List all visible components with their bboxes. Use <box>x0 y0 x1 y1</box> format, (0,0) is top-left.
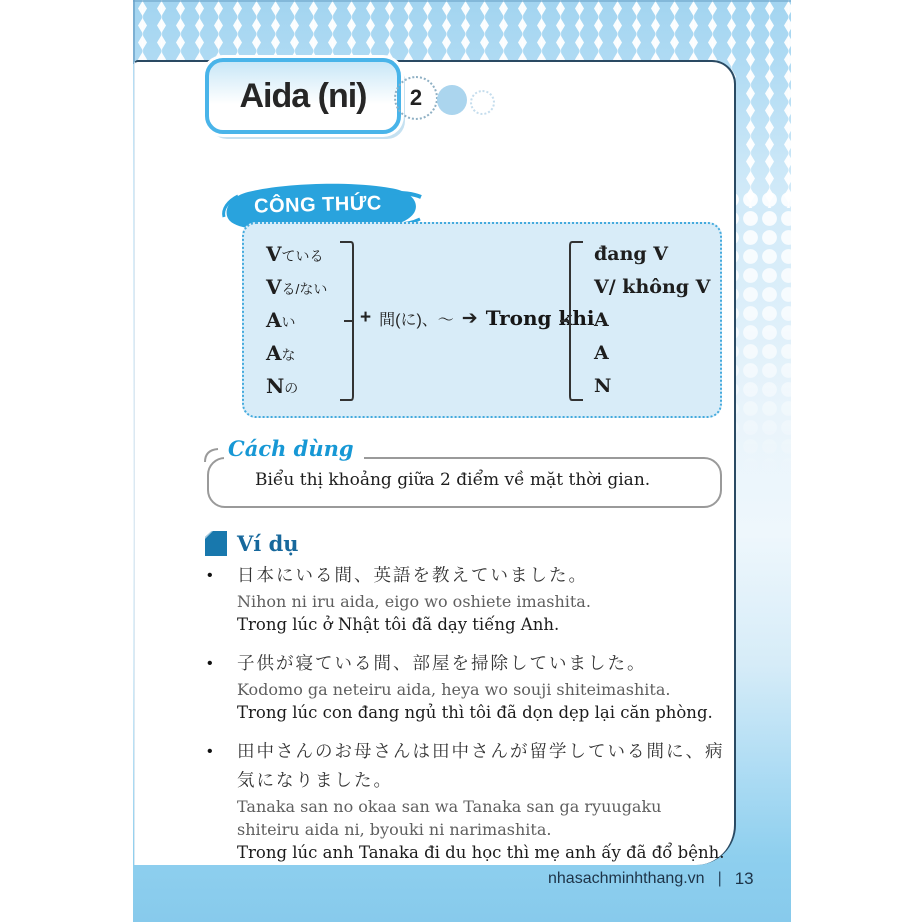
example-item <box>205 737 727 865</box>
formula-right-item: đang V <box>594 243 669 265</box>
page-fold-icon <box>205 531 227 556</box>
translation: Trong lúc con đang ngủ thì tôi đã dọn dẹp lại căn phòng. <box>237 703 713 722</box>
usage-text: Biểu thị khoảng giữa 2 điểm về mặt thời gian. <box>255 470 651 490</box>
footer <box>548 869 754 889</box>
jp-pattern: 間(に)、～ <box>379 311 454 329</box>
examples-list <box>205 561 727 877</box>
translation: Trong lúc ở Nhật tôi đã dạy tiếng Anh. <box>237 615 560 634</box>
translation: Trong lúc anh Tanaka đi du học thì mẹ anh ấy đã đổ bệnh. <box>237 843 725 862</box>
formula-left-item: Vる/ない <box>266 275 328 299</box>
page-top-line <box>133 0 791 2</box>
formula-right-item: A <box>594 309 609 331</box>
formula-right-item: N <box>594 375 612 397</box>
formula-left-item: Aな <box>266 341 296 365</box>
examples-heading: Ví dụ <box>237 531 299 556</box>
formula-heading: CÔNG THỨC <box>253 192 383 218</box>
examples-heading-row <box>205 531 299 556</box>
arrow-icon: ➔ <box>461 307 478 329</box>
page-edge-line <box>133 0 135 64</box>
romaji: Nihon ni iru aida, eigo wo oshiete imashita. <box>237 592 591 611</box>
usage-heading: Cách dùng <box>224 436 364 463</box>
plus-sign: + <box>360 307 372 328</box>
jp-sentence: 子供が寝ている間、部屋を掃除していました。 <box>237 653 647 673</box>
formula-right-item: A <box>594 342 609 364</box>
formula-left-item: Aい <box>266 308 296 332</box>
left-bracket-icon <box>336 240 358 402</box>
bullet-icon <box>205 649 237 725</box>
progress-dot-outline-icon <box>470 90 495 115</box>
example-item <box>205 561 727 637</box>
footer-website: nhasachminhthang.vn <box>548 870 705 887</box>
usage-box <box>207 457 722 508</box>
bullet-icon <box>205 561 237 637</box>
right-bracket-icon <box>560 240 587 402</box>
example-item <box>205 649 727 725</box>
footer-page-number: 13 <box>734 869 754 888</box>
jp-sentence: 日本にいる間、英語を教えていました。 <box>237 565 588 585</box>
formula-right-column <box>594 238 710 403</box>
lesson-number: 2 <box>409 85 423 110</box>
progress-dot-filled-icon <box>437 85 467 115</box>
lesson-number-badge <box>394 76 438 120</box>
formula-left-item: Vている <box>266 242 324 266</box>
bullet-icon <box>205 737 237 865</box>
romaji: Tanaka san no okaa san wa Tanaka san ga ryuugaku shiteiru aida ni, byouki ni narimashita. <box>237 797 662 839</box>
formula-left-column <box>266 238 327 403</box>
formula-left-item: Nの <box>266 374 299 398</box>
result-label: Trong khi <box>485 306 595 330</box>
lesson-title-box <box>205 58 401 134</box>
romaji: Kodomo ga neteiru aida, heya wo souji shiteimashita. <box>237 680 671 699</box>
page-title: Aida (ni) <box>239 76 367 115</box>
footer-separator: | <box>717 870 722 887</box>
formula-box <box>242 222 722 418</box>
formula-right-item: V/ không V <box>594 276 711 298</box>
jp-sentence: 田中さんのお母さんは田中さんが留学している間に、病気になりました。 <box>237 741 725 790</box>
